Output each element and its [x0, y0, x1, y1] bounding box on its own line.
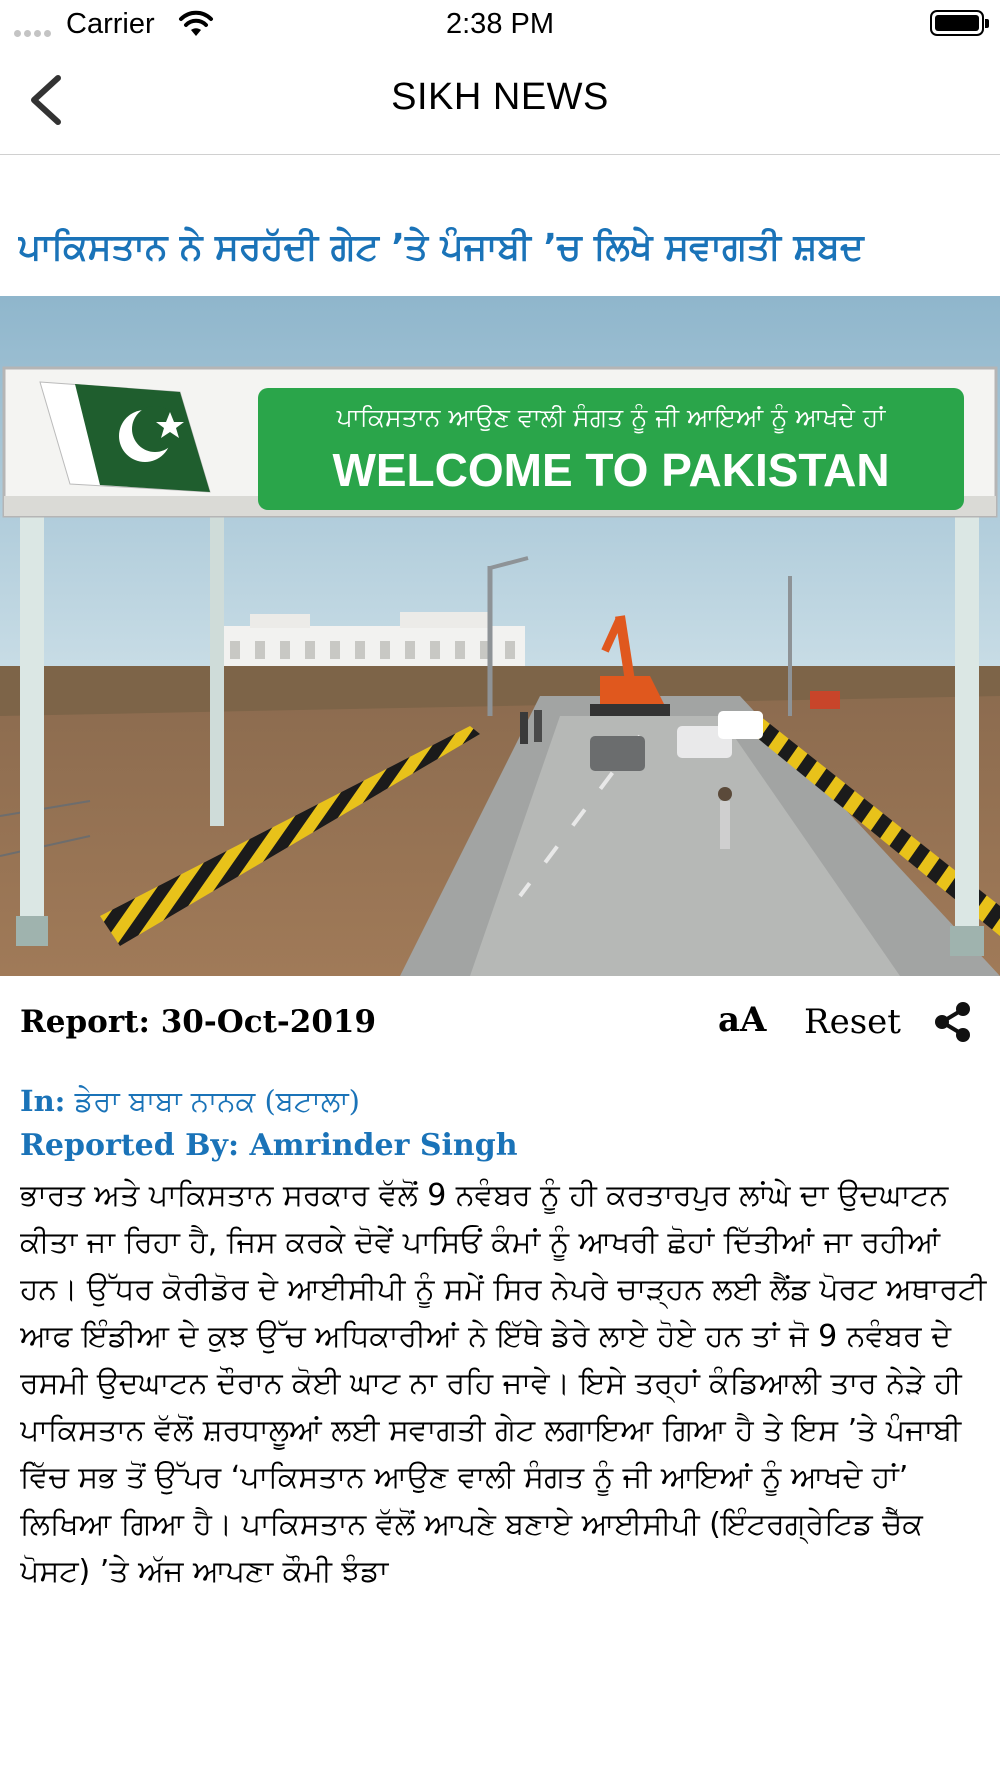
sign-punjabi-text: ਪਾਕਿਸਤਾਨ ਆਉਣ ਵਾਲੀ ਸੰਗਤ ਨੂੰ ਜੀ ਆਇਆਂ ਨੂੰ ਆਖਦੇ ਹਾਂ [336, 403, 886, 432]
battery-icon [930, 10, 984, 36]
location-label: In: [20, 1084, 66, 1118]
article-body-text: ਭਾਰਤ ਅਤੇ ਪਾਕਿਸਤਾਨ ਸਰਕਾਰ ਵੱਲੋਂ 9 ਨਵੰਬਰ ਨੂੰ ਹੀ ਕਰਤਾਰਪੁਰ ਲਾਂਘੇ ਦਾ ਉਦਘਾਟਨ ਕੀਤਾ ਜਾ ਰਿਹਾ ਹੈ, ਜਿਸ ਕਰਕੇ ਦੋਵੇਂ ਪਾਸਿਓਂ ਕੰਮਾਂ ਨੂੰ ਆਖਰੀ ਛੋਹਾਂ ਦਿੱਤੀਆਂ ਜਾ ਰਹੀਆਂ ਹਨ। ਉੱਧਰ ਕੋਰੀਡੋਰ ਦੇ ਆਈਸੀਪੀ ਨੂੰ ਸਮੇਂ ਸਿਰ ਨੇਪਰੇ ਚਾੜ੍ਹਨ ਲਈ ਲੈਂਡ ਪੋਰਟ ਅਥਾਰਟੀ ਆਫ ਇੰਡੀਆ ਦੇ ਕੁਝ ਉੱਚ ਅਧਿਕਾਰੀਆਂ ਨੇ ਇੱਥੇ ਡੇਰੇ ਲਾਏ ਹੋਏ ਹਨ ਤਾਂ ਜੋ 9 ਨਵੰਬਰ ਦੇ ਰਸਮੀ ਉਦਘਾਟਨ ਦੌਰਾਨ ਕੋਈ ਘਾਟ ਨਾ ਰਹਿ ਜਾਵੇ। ਇਸੇ ਤਰ੍ਹਾਂ ਕੰਡਿਆਲੀ ਤਾਰ ਨੇੜੇ ਹੀ ਪਾਕਿਸਤਾਨ ਵੱਲੋਂ ਸ਼ਰਧਾਲੂਆਂ ਲਈ ਸਵਾਗਤੀ ਗੇਟ ਲਗਾਇਆ ਗਿਆ ਹੈ ਤੇ ਇਸ ’ਤੇ ਪੰਜਾਬੀ ਵਿੱਚ ਸਭ ਤੋਂ ਉੱਪਰ ‘ਪਾਕਿਸਤਾਨ ਆਉਣ ਵਾਲੀ ਸੰਗਤ ਨੂੰ ਜੀ ਆਇਆਂ ਨੂੰ ਆਖਦੇ ਹਾਂ’ ਲਿਖਿਆ ਗਿਆ ਹੈ। ਪਾਕਿਸਤਾਨ ਵੱਲੋਂ ਆਪਣੇ ਬਣਾਏ ਆਈਸੀਪੀ (ਇੰਟਰਗ੍ਰੇਟਿਡ ਚੈੱਕ ਪੋਸਟ) ’ਤੇ ਅੱਜ ਆਪਣਾ ਕੌਮੀ ਝੰਡਾ [20, 1178, 987, 1589]
font-size-button[interactable]: aA [718, 1000, 767, 1040]
sign-english-text: WELCOME TO PAKISTAN [332, 444, 890, 496]
article-headline: ਪਾਕਿਸਤਾਨ ਨੇ ਸਰਹੱਦੀ ਗੇਟ ’ਤੇ ਪੰਜਾਬੀ ’ਚ ਲਿਖੇ ਸਵਾਗਤੀ ਸ਼ਬਦ [18, 227, 864, 268]
article-reporter [20, 1128, 518, 1163]
location-value: ਡੇਰਾ ਬਾਬਾ ਨਾਨਕ (ਬਟਾਲਾ) [74, 1084, 360, 1118]
nav-title: SIKH NEWS [391, 76, 609, 118]
article-photo [0, 296, 1000, 976]
reset-button[interactable]: Reset [804, 1002, 901, 1042]
article-location [20, 1084, 360, 1119]
report-date: Report: 30-Oct-2019 [20, 1004, 377, 1040]
share-icon[interactable] [930, 1000, 974, 1044]
article-body [20, 1172, 988, 1658]
reporter-name: Amrinder Singh [249, 1128, 518, 1163]
status-bar [0, 0, 1000, 48]
navigation-bar [0, 48, 1000, 155]
status-time: 2:38 PM [446, 8, 554, 40]
carrier-name: Carrier [66, 8, 155, 40]
reporter-label: Reported By: [20, 1128, 240, 1163]
article-meta-row [0, 996, 1000, 1052]
